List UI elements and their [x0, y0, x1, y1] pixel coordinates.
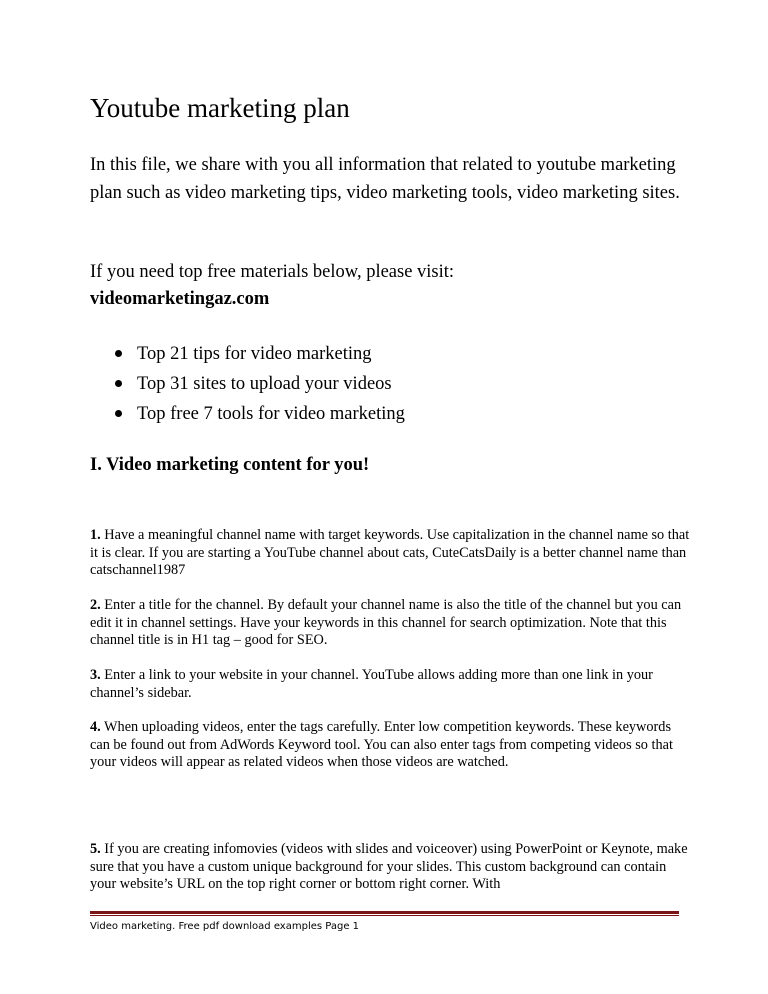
section-heading: I. Video marketing content for you! [90, 455, 370, 475]
bullet-icon [115, 350, 122, 357]
tip-text: Enter a title for the channel. By default your channel name is also the title of the channel but you can edit it in channel settings. Have your keywords in this channel for search optimization. Note that this channel title is in H1 tag – good for SEO. [90, 597, 682, 649]
tip-paragraph [90, 719, 690, 772]
tip-number: 2. [90, 597, 101, 613]
tip-text: Have a meaningful channel name with target keywords. Use capitalization in the channel name so that it is clear. If you are starting a YouTube channel about cats, CuteCatsDaily is a better channel name than catschannel1987 [90, 527, 690, 579]
list-item [112, 369, 405, 399]
footer-divider [90, 911, 679, 914]
footer-divider-thin [90, 915, 679, 916]
tip-text: Enter a link to your website in your channel. YouTube allows adding more than one link in your channel’s sidebar. [90, 667, 653, 701]
list-item [112, 339, 405, 369]
tip-paragraph [90, 841, 690, 894]
bullet-icon [115, 380, 122, 387]
tip-number: 5. [90, 841, 101, 857]
tip-text: When uploading videos, enter the tags carefully. Enter low competition keywords. These keywords can be found out from AdWords Keyword tool. You can also enter tags from competing videos so that your videos will appear as related videos when those videos are watched. [90, 719, 673, 771]
tip-paragraph [90, 527, 690, 580]
materials-list [112, 339, 405, 429]
bullet-icon [115, 410, 122, 417]
list-item-text: Top 31 sites to upload your videos [137, 374, 392, 394]
tip-number: 4. [90, 719, 101, 735]
list-item-text: Top free 7 tools for video marketing [137, 404, 405, 424]
page-title: Youtube marketing plan [90, 93, 350, 123]
tip-number: 3. [90, 667, 101, 683]
tip-text: If you are creating infomovies (videos with slides and voiceover) using PowerPoint or Keynote, make sure that you have a custom unique background for your slides. This custom background can contain your website’s URL on the top right corner or bottom right corner. With [90, 841, 688, 893]
website-link[interactable]: videomarketingaz.com [90, 289, 270, 309]
tip-paragraph [90, 597, 690, 650]
list-item [112, 399, 405, 429]
tip-paragraph [90, 667, 690, 702]
page-footer: Video marketing. Free pdf download examples Page 1 [90, 921, 360, 932]
intro-paragraph: In this file, we share with you all information that related to youtube marketing plan such as video marketing tips, video marketing tools, video marketing sites. [90, 155, 680, 203]
visit-instruction: If you need top free materials below, please visit: [90, 262, 455, 282]
tip-number: 1. [90, 527, 101, 543]
list-item-text: Top 21 tips for video marketing [137, 344, 372, 364]
